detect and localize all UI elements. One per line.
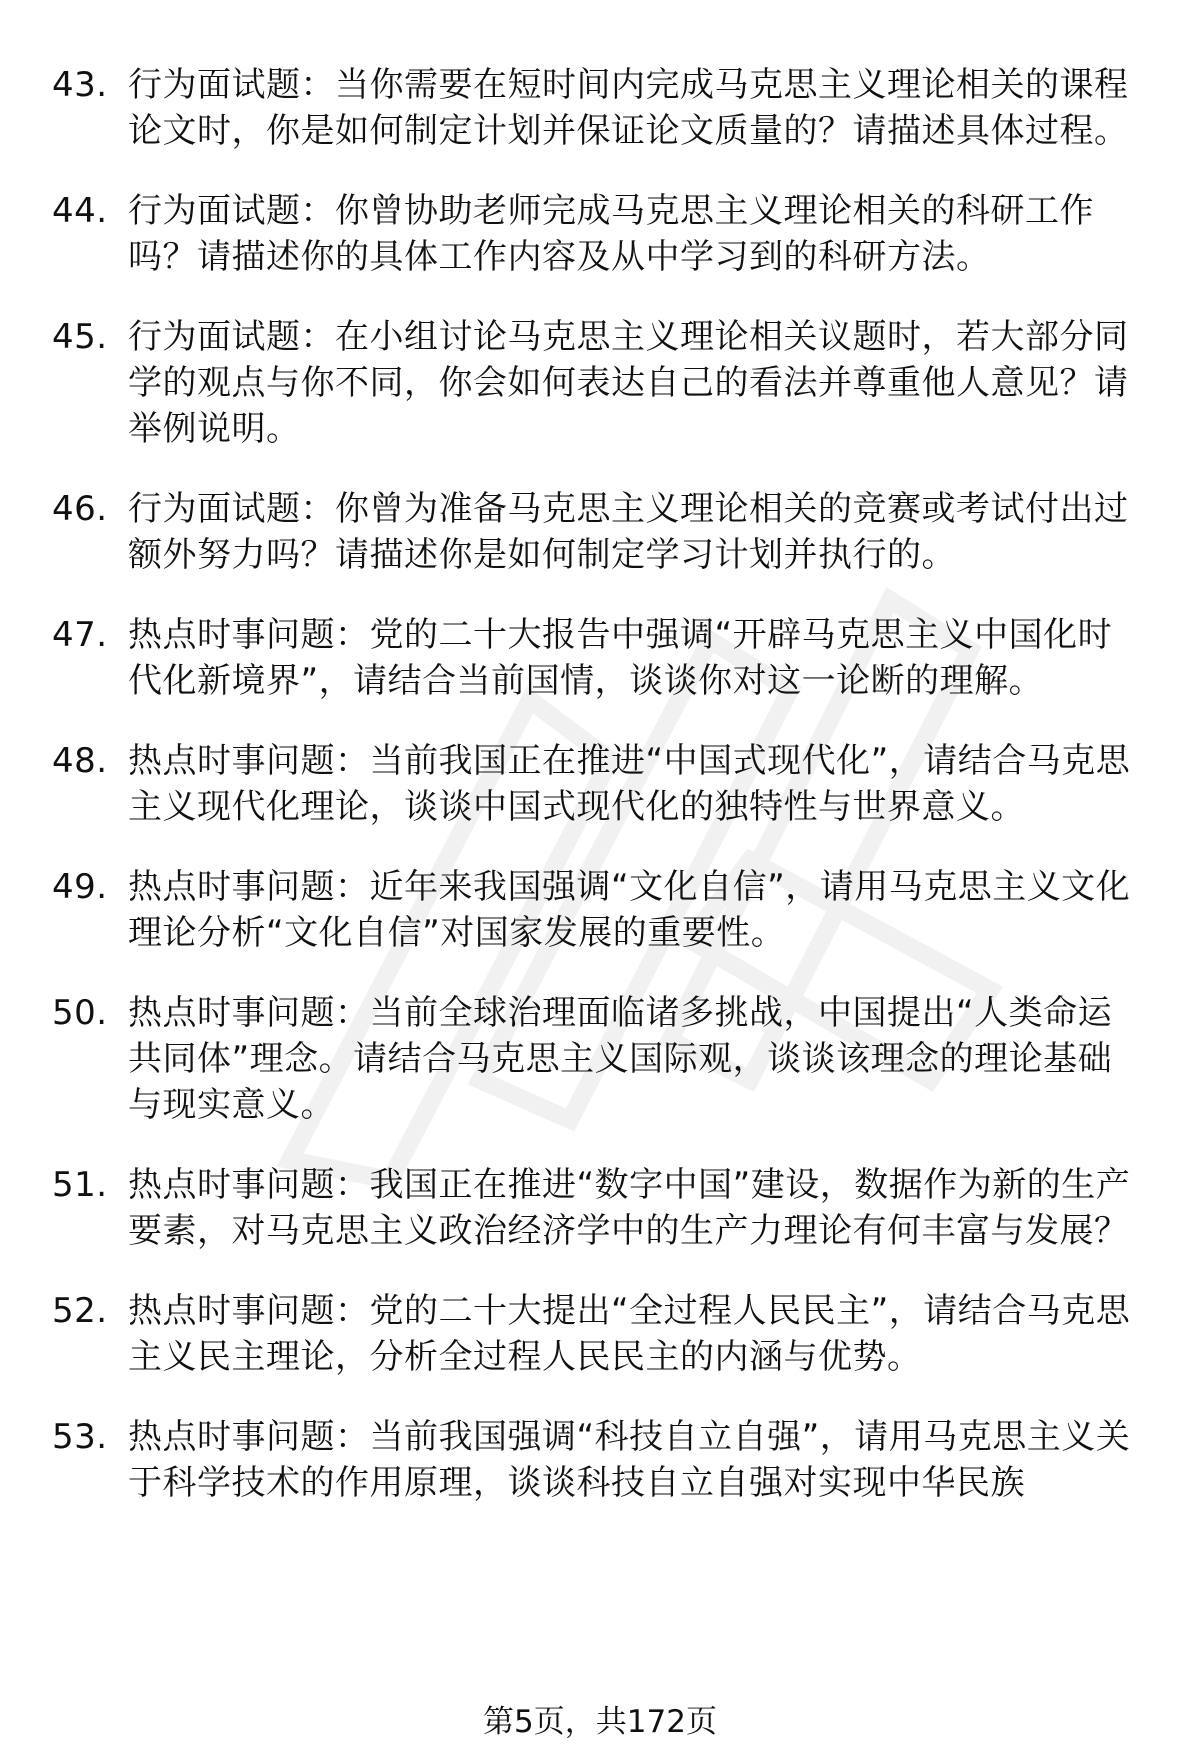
question-number: 53.: [52, 1417, 108, 1457]
question-49: [52, 864, 1142, 956]
page-footer: 第5页，共172页: [483, 1704, 717, 1740]
question-text: 热点时事问题：党的二十大报告中强调“开辟马克思主义中国化时代化新境界”，请结合当前国情，谈谈你对这一论断的理解。: [128, 615, 1113, 701]
question-53: [52, 1414, 1142, 1506]
question-48: [52, 738, 1142, 830]
question-number: 46.: [52, 489, 108, 529]
question-text: 行为面试题：你曾为准备马克思主义理论相关的竞赛或考试付出过额外努力吗？请描述你是如何制定学习计划并执行的。: [128, 489, 1129, 575]
question-number: 51.: [52, 1165, 108, 1205]
question-51: [52, 1162, 1142, 1254]
question-text: 热点时事问题：我国正在推进“数字中国”建设，数据作为新的生产要素，对马克思主义政治经济学中的生产力理论有何丰富与发展？: [128, 1165, 1131, 1251]
question-47: [52, 612, 1142, 704]
question-number: 43.: [52, 65, 108, 105]
question-number: 48.: [52, 741, 108, 781]
question-text: 行为面试题：你曾协助老师完成马克思主义理论相关的科研工作吗？请描述你的具体工作内容及从中学习到的科研方法。: [128, 191, 1094, 277]
question-text: 行为面试题：在小组讨论马克思主义理论相关议题时，若大部分同学的观点与你不同，你会如何表达自己的看法并尊重他人意见？请举例说明。: [128, 317, 1129, 449]
question-50: [52, 990, 1142, 1128]
question-list: [52, 62, 1142, 1540]
question-number: 52.: [52, 1291, 108, 1331]
question-text: 热点时事问题：当前我国正在推进“中国式现代化”，请结合马克思主义现代化理论，谈谈中国式现代化的独特性与世界意义。: [128, 741, 1131, 827]
question-text: 热点时事问题：党的二十大提出“全过程人民民主”，请结合马克思主义民主理论，分析全过程人民民主的内涵与优势。: [128, 1291, 1131, 1377]
question-44: [52, 188, 1142, 280]
question-text: 行为面试题：当你需要在短时间内完成马克思主义理论相关的课程论文时，你是如何制定计划并保证论文质量的？请描述具体过程。: [128, 65, 1129, 151]
question-text: 热点时事问题：近年来我国强调“文化自信”，请用马克思主义文化理论分析“文化自信”对国家发展的重要性。: [128, 867, 1131, 953]
question-46: [52, 486, 1142, 578]
question-number: 47.: [52, 615, 108, 655]
question-52: [52, 1288, 1142, 1380]
question-text: 热点时事问题：当前全球治理面临诸多挑战，中国提出“人类命运共同体”理念。请结合马克思主义国际观，谈谈该理念的理论基础与现实意义。: [128, 993, 1113, 1125]
question-text: 热点时事问题：当前我国强调“科技自立自强”，请用马克思主义关于科学技术的作用原理，谈谈科技自立自强对实现中华民族: [128, 1417, 1131, 1503]
question-number: 45.: [52, 317, 108, 357]
question-43: [52, 62, 1142, 154]
question-number: 44.: [52, 191, 108, 231]
question-45: [52, 314, 1142, 452]
question-number: 50.: [52, 993, 108, 1033]
question-number: 49.: [52, 867, 108, 907]
